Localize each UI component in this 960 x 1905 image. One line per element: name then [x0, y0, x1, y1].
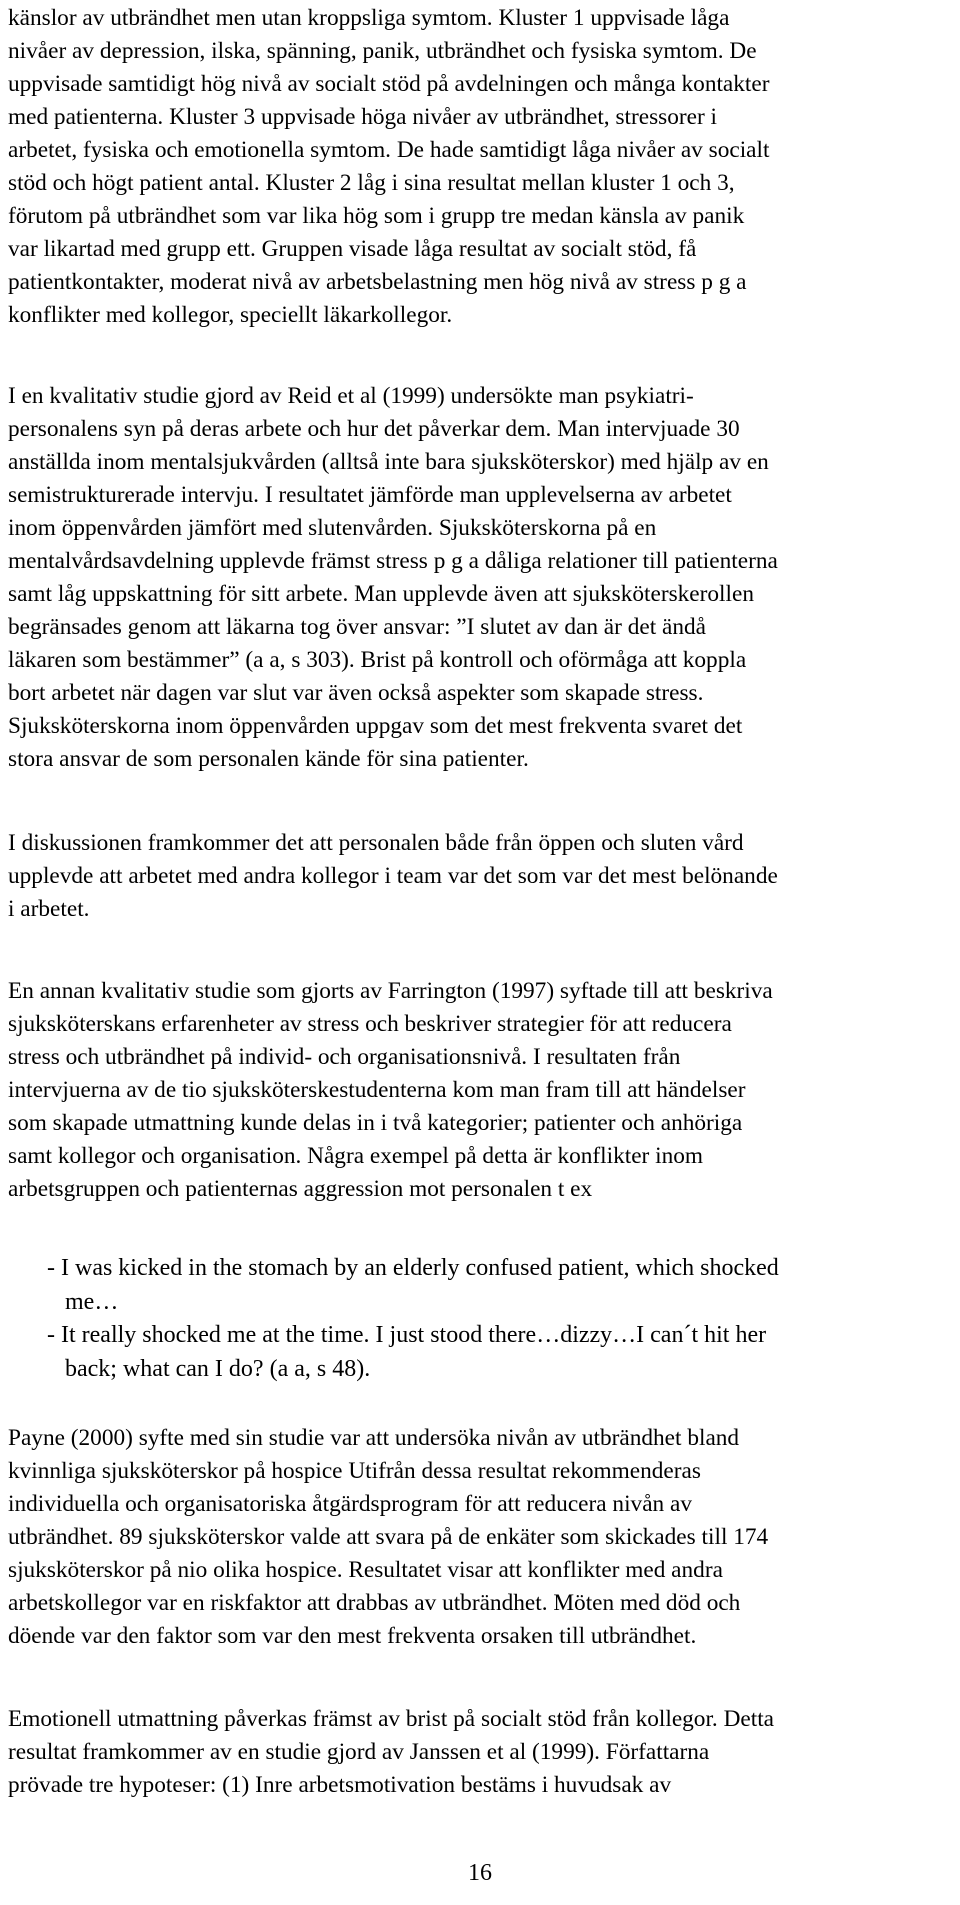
text-line: döende var den faktor som var den mest frekventa orsaken till utbrändhet.: [8, 1623, 697, 1649]
page-number: 16: [468, 1860, 492, 1886]
text-line: Payne (2000) syfte med sin studie var att undersöka nivån av utbrändhet bland: [8, 1425, 740, 1451]
text-line: nivåer av depression, ilska, spänning, panik, utbrändhet och fysiska symtom. De: [8, 38, 757, 64]
text-line: stora ansvar de som personalen kände för sina patienter.: [8, 746, 529, 772]
text-line: känslor av utbrändhet men utan kroppsliga symtom. Kluster 1 uppvisade låga: [8, 5, 730, 31]
paragraph-emotional-exhaustion: [8, 1703, 948, 1802]
text-line: Sjuksköterskorna inom öppenvården uppgav som det mest frekventa svaret det: [8, 713, 743, 739]
text-line: förutom på utbrändhet som var lika hög som i grupp tre medan känsla av panik: [8, 203, 745, 229]
text-line: arbetskollegor var en riskfaktor att drabbas av utbrändhet. Möten med död och: [8, 1590, 741, 1616]
text-line: patientkontakter, moderat nivå av arbetsbelastning men hög nivå av stress p g a: [8, 269, 747, 295]
quote-line: me…: [47, 1288, 119, 1315]
paragraph-reid-study: [8, 380, 948, 776]
text-line: bort arbetet när dagen var slut var även också aspekter som skapade stress.: [8, 680, 704, 706]
text-line: mentalvårdsavdelning upplevde främst stress p g a dåliga relationer till patienterna: [8, 548, 778, 574]
text-line: intervjuerna av de tio sjuksköterskestudenterna kom man fram till att händelser: [8, 1077, 746, 1103]
text-line: anställda inom mentalsjukvården (alltså inte bara sjuksköterskor) med hjälp av en: [8, 449, 769, 475]
text-line: begränsades genom att läkarna tog över ansvar: ”I slutet av dan är det ändå: [8, 614, 706, 640]
text-line: utbrändhet. 89 sjuksköterskor valde att svara på de enkäter som skickades till 174: [8, 1524, 769, 1550]
text-line: med patienterna. Kluster 3 uppvisade höga nivåer av utbrändhet, stressorer i: [8, 104, 718, 130]
text-line: sjuksköterskans erfarenheter av stress och beskriver strategier för att reducera: [8, 1011, 732, 1037]
text-line: som skapade utmattning kunde delas in i två kategorier; patienter och anhöriga: [8, 1110, 743, 1136]
quoted-examples: [47, 1252, 947, 1386]
paragraph-payne-study: [8, 1422, 948, 1653]
text-line: arbetsgruppen och patienternas aggression mot personalen t ex: [8, 1176, 593, 1202]
text-line: Emotionell utmattning påverkas främst av brist på socialt stöd från kollegor. Detta: [8, 1706, 775, 1732]
text-line: semistrukturerade intervju. I resultatet jämförde man upplevelserna av arbetet: [8, 482, 732, 508]
paragraph-farrington-study: [8, 975, 948, 1206]
text-line: I en kvalitativ studie gjord av Reid et al (1999) undersökte man psykiatri-: [8, 383, 694, 409]
text-line: samt låg uppskattning för sitt arbete. Man upplevde även att sjuksköterskerollen: [8, 581, 754, 607]
text-line: läkaren som bestämmer” (a a, s 303). Brist på kontroll och oförmåga att koppla: [8, 647, 747, 673]
text-line: stress och utbrändhet på individ- och organisationsnivå. I resultaten från: [8, 1044, 681, 1070]
text-line: resultat framkommer av en studie gjord av Janssen et al (1999). Författarna: [8, 1739, 710, 1765]
text-line: sjuksköterskor på nio olika hospice. Resultatet visar att konflikter med andra: [8, 1557, 723, 1583]
text-line: var likartad med grupp ett. Gruppen visade låga resultat av socialt stöd, få: [8, 236, 697, 262]
text-line: stöd och högt patient antal. Kluster 2 låg i sina resultat mellan kluster 1 och 3,: [8, 170, 735, 196]
quote-line: back; what can I do? (a a, s 48).: [47, 1355, 371, 1382]
text-line: individuella och organisatoriska åtgärdsprogram för att reducera nivån av: [8, 1491, 692, 1517]
text-line: upplevde att arbetet med andra kollegor i team var det som var det mest belönande: [8, 863, 778, 889]
text-line: inom öppenvården jämfört med slutenvården. Sjuksköterskorna på en: [8, 515, 657, 541]
paragraph-kluster-results: [8, 2, 948, 332]
text-line: samt kollegor och organisation. Några exempel på detta är konflikter inom: [8, 1143, 704, 1169]
text-line: uppvisade samtidigt hög nivå av socialt stöd på avdelningen och många kontakter: [8, 71, 770, 97]
paragraph-discussion: [8, 827, 948, 926]
text-line: I diskussionen framkommer det att personalen både från öppen och sluten vård: [8, 830, 744, 856]
text-line: prövade tre hypoteser: (1) Inre arbetsmotivation bestäms i huvudsak av: [8, 1772, 672, 1798]
quote-line: - It really shocked me at the time. I just stood there…dizzy…I can´t hit her: [47, 1322, 767, 1348]
quote-line: - I was kicked in the stomach by an elderly confused patient, which shocked: [47, 1255, 779, 1281]
text-line: kvinnliga sjuksköterskor på hospice Utifrån dessa resultat rekommenderas: [8, 1458, 701, 1484]
text-line: konflikter med kollegor, speciellt läkarkollegor.: [8, 302, 453, 328]
text-line: personalens syn på deras arbete och hur det påverkar dem. Man intervjuade 30: [8, 416, 740, 442]
text-line: En annan kvalitativ studie som gjorts av Farrington (1997) syftade till att beskriva: [8, 978, 773, 1004]
text-line: i arbetet.: [8, 896, 90, 922]
text-line: arbetet, fysiska och emotionella symtom. De hade samtidigt låga nivåer av socialt: [8, 137, 770, 163]
